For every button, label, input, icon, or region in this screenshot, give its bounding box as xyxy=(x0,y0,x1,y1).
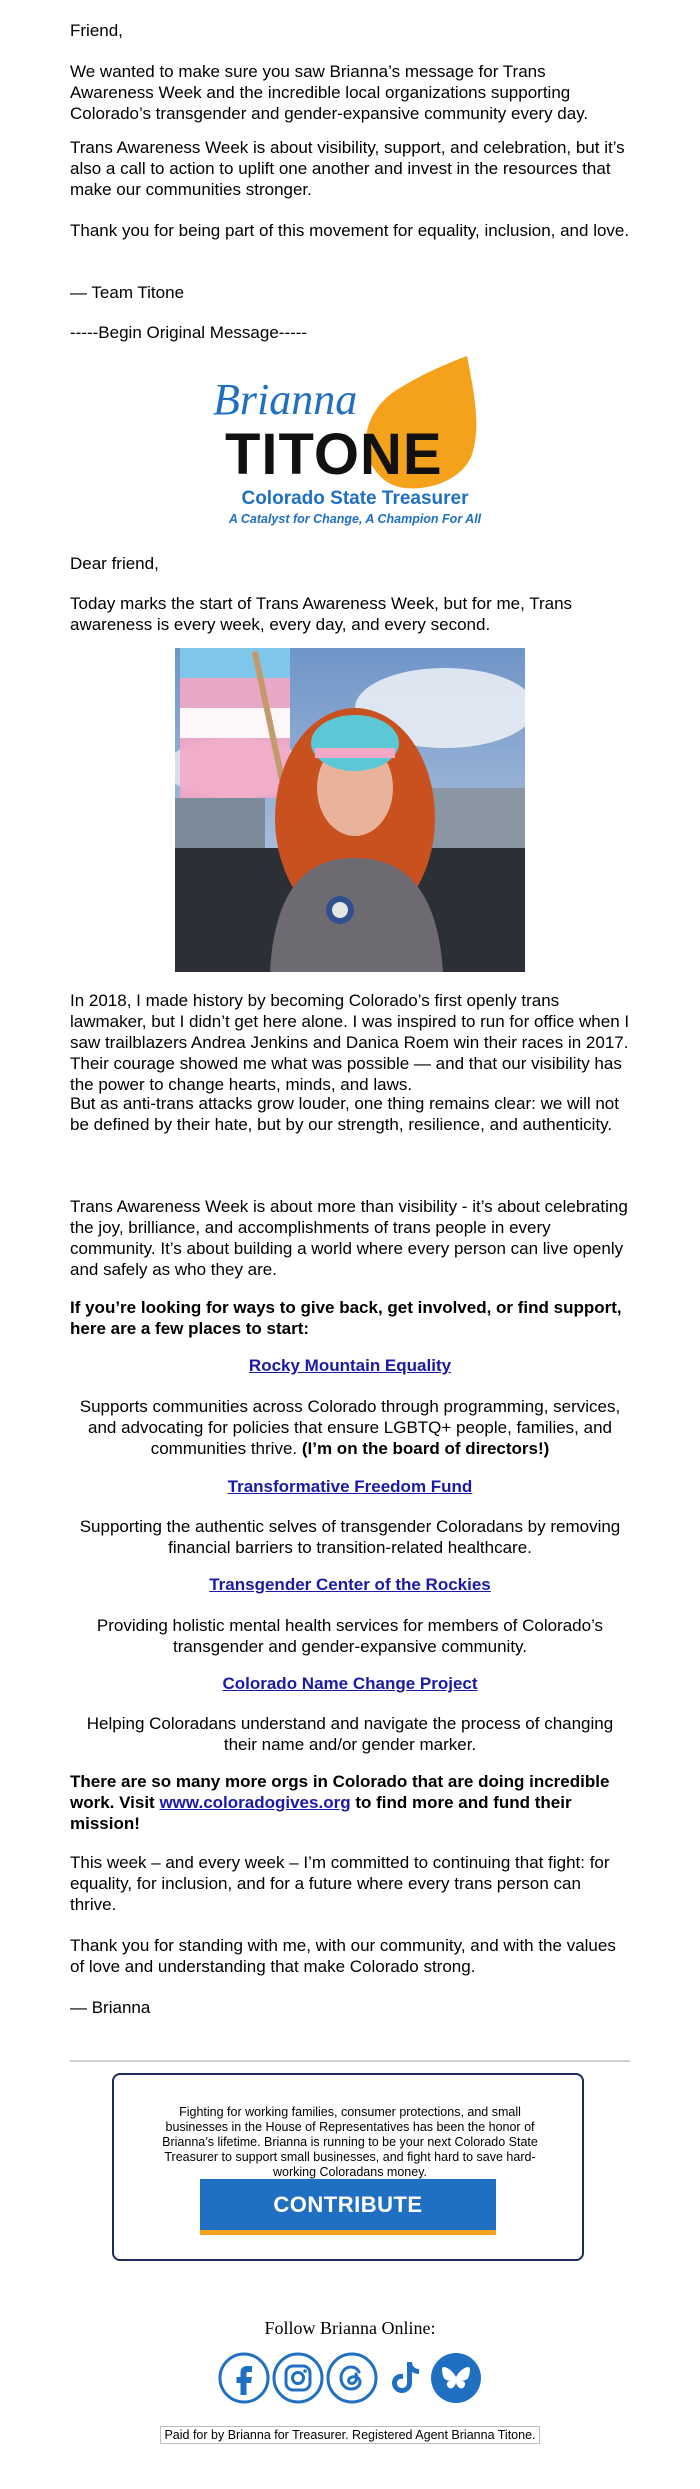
org-link-transformative-freedom-fund[interactable]: Transformative Freedom Fund xyxy=(227,1477,473,1496)
original-message-marker: -----Begin Original Message----- xyxy=(70,323,308,342)
org-item xyxy=(70,1355,630,1376)
paid-for-disclaimer xyxy=(140,2426,560,2444)
logo-tagline: A Catalyst for Change, A Champion For All xyxy=(228,512,482,526)
tiktok-icon[interactable] xyxy=(380,2352,432,2404)
letter-paragraph-4: Trans Awareness Week is about more than visibility - it’s about celebrating the joy, brilliance, and accomplishments of trans people in every community. It’s about building a world where every person can live openly and safely as who they are. xyxy=(70,1197,628,1279)
letter-paragraph-2: In 2018, I made history by becoming Colorado’s first openly trans lawmaker, but I didn’t get here alone. I was inspired to run for office when I saw trailblazers Andrea Jenkins and Danica Roem win their races in 2017. Their courage showed me what was possible — and that our visibility has the power to change hearts, minds, and laws. xyxy=(70,991,630,1094)
logo-office: Colorado State Treasurer xyxy=(241,488,469,509)
closing-paragraph-2: Thank you for standing with me, with our community, and with the values of love and understanding that make Colorado strong. xyxy=(70,1936,616,1976)
contribute-text: Fighting for working families, consumer protections, and small businesses in the House of Representatives has been the honor of Brianna’s lifetime. Brianna is running to be your next Colorado State Treasurer to support small businesses, and fight hard to save hard-working Coloradans money. xyxy=(162,2105,538,2179)
org-link-rocky-mountain-equality[interactable]: Rocky Mountain Equality xyxy=(248,1356,452,1375)
letter-greeting: Dear friend, xyxy=(70,554,159,573)
logo-script-name: Brianna xyxy=(213,375,358,424)
org-description xyxy=(70,1396,630,1459)
bluesky-icon[interactable] xyxy=(430,2352,482,2404)
org-item xyxy=(70,1476,630,1497)
instagram-icon[interactable] xyxy=(272,2352,324,2404)
more-orgs-text: There are so many more orgs in Colorado that are doing incredible work. Visit xyxy=(70,1772,610,1812)
org-description: Supporting the authentic selves of transgender Coloradans by removing financial barriers to transition-related healthcare. xyxy=(79,1517,621,1557)
org-link-colorado-name-change-project[interactable]: Colorado Name Change Project xyxy=(222,1674,478,1693)
paid-for-text: Paid for by Brianna for Treasurer. Registered Agent Brianna Titone. xyxy=(160,2426,539,2444)
brianna-rally-photo xyxy=(175,648,525,972)
coloradogives-link[interactable]: www.coloradogives.org xyxy=(159,1793,351,1812)
org-description-text: Supports communities across Colorado through programming, services, and advocating for policies that ensure LGBTQ+ people, families, and communities thrive. xyxy=(79,1397,621,1458)
logo-surname: TITONE xyxy=(225,422,443,487)
divider xyxy=(70,2060,630,2062)
intro-paragraph-3: Thank you for being part of this movement for equality, inclusion, and love. xyxy=(70,221,630,240)
greeting: Friend, xyxy=(70,21,123,40)
campaign-logo xyxy=(205,356,505,536)
team-signoff: — Team Titone xyxy=(70,283,185,302)
intro-paragraph-2: Trans Awareness Week is about visibility, support, and celebration, but it’s also a call to action to uplift one another and invest in the resources that make our communities stronger. xyxy=(70,138,625,199)
letter-paragraph-3: But as anti-trans attacks grow louder, one thing remains clear: we will not be defined by their hate, but by our strength, resilience, and authenticity. xyxy=(70,1094,619,1134)
org-link-transgender-center-of-the-rockies[interactable]: Transgender Center of the Rockies xyxy=(209,1575,491,1594)
org-description: Helping Coloradans understand and navigate the process of changing their name and/or gender marker. xyxy=(86,1714,614,1754)
intro-paragraph-1: We wanted to make sure you saw Brianna’s message for Trans Awareness Week and the incredible local organizations supporting Colorado’s transgender and gender-expansive community every day. xyxy=(70,62,589,123)
org-item xyxy=(70,1673,630,1694)
facebook-icon[interactable] xyxy=(218,2352,270,2404)
threads-icon[interactable] xyxy=(326,2352,378,2404)
letter-paragraph-1: Today marks the start of Trans Awareness Week, but for me, Trans awareness is every week, every day, and every second. xyxy=(70,594,573,634)
brianna-signoff: — Brianna xyxy=(70,1998,151,2017)
org-note: (I’m on the board of directors!) xyxy=(301,1439,550,1458)
org-item xyxy=(70,1574,630,1595)
contribute-button[interactable]: CONTRIBUTE xyxy=(200,2179,496,2235)
contribute-box xyxy=(112,2073,584,2261)
follow-heading: Follow Brianna Online: xyxy=(264,2318,436,2338)
more-orgs-paragraph xyxy=(70,1771,630,1834)
closing-paragraph-1: This week – and every week – I’m committed to continuing that fight: for equality, for inclusion, and for a future where every trans person can thrive. xyxy=(70,1853,610,1914)
org-description: Providing holistic mental health services for members of Colorado’s transgender and gender-expansive community. xyxy=(96,1616,604,1656)
more-orgs-text-end: to find more and fund their mission! xyxy=(70,1793,572,1833)
letter-paragraph-5: If you’re looking for ways to give back, get involved, or find support, here are a few places to start: xyxy=(70,1298,622,1338)
